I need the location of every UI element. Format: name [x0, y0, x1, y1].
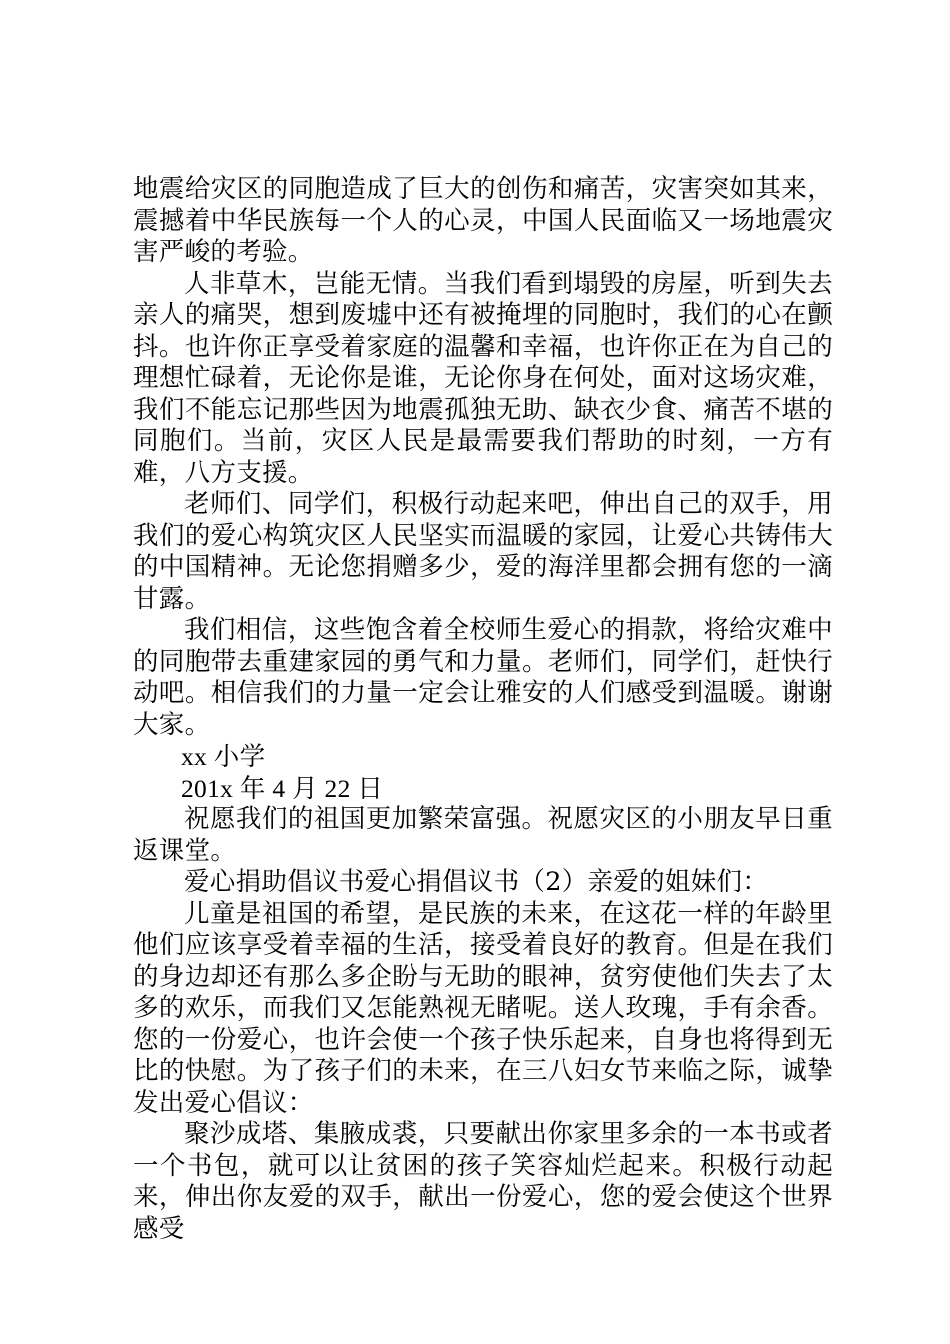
paragraph-wishes: 祝愿我们的祖国更加繁荣富强。祝愿灾区的小朋友早日重返课堂。 [133, 804, 833, 866]
paragraph-empathy: 人非草木，岂能无情。当我们看到塌毁的房屋，听到失去亲人的痛哭，想到废墟中还有被掩埋的同胞时，我们的心在颤抖。也许你正享受着家庭的温馨和幸福，也许你正在为自己的理想忙碌着，无论你是谁，无论你身在何处，面对这场灾难，我们不能忘记那些因为地震孤独无助、缺衣少食、痛苦不堪的同胞们。当前，灾区人民是最需要我们帮助的时刻，一方有难，八方支援。 [133, 268, 833, 488]
paragraph-children: 儿童是祖国的希望，是民族的未来，在这花一样的年龄里他们应该享受着幸福的生活，接受着良好的教育。但是在我们的身边却还有那么多企盼与无助的眼神，贫穷使他们失去了太多的欢乐，而我们又怎能熟视无睹呢。送人玫瑰，手有余香。您的一份爱心，也许会使一个孩子快乐起来，自身也将得到无比的快慰。为了孩子们的未来，在三八妇女节来临之际，诚挚发出爱心倡议： [133, 898, 833, 1118]
document-body [133, 174, 833, 1245]
paragraph-call-to-action: 老师们、同学们，积极行动起来吧，伸出自己的双手，用我们的爱心构筑灾区人民坚实而温暖的家园，让爱心共铸伟大的中国精神。无论您捐赠多少，爱的海洋里都会拥有您的一滴甘露。 [133, 489, 833, 614]
signature-date: 201x 年 4 月 22 日 [181, 773, 384, 803]
paragraph-donation: 聚沙成塔、集腋成裘，只要献出你家里多余的一本书或者一个书包，就可以让贫困的孩子笑容灿烂起来。积极行动起来，伸出你友爱的双手，献出一份爱心，您的爱会使这个世界感受 [133, 1119, 833, 1244]
paragraph-second-letter-heading: 爱心捐助倡议书爱心捐倡议书（2）亲爱的姐妹们： [184, 867, 769, 897]
signature-organization: xx 小学 [181, 742, 266, 771]
paragraph-closing: 我们相信，这些饱含着全校师生爱心的捐款，将给灾难中的同胞带去重建家园的勇气和力量。老师们，同学们，赶快行动吧。相信我们的力量一定会让雅安的人们感受到温暖。谢谢大家。 [133, 615, 833, 740]
paragraph-intro: 地震给灾区的同胞造成了巨大的创伤和痛苦，灾害突如其来，震撼着中华民族每一个人的心灵，中国人民面临又一场地震灾害严峻的考验。 [133, 174, 833, 267]
